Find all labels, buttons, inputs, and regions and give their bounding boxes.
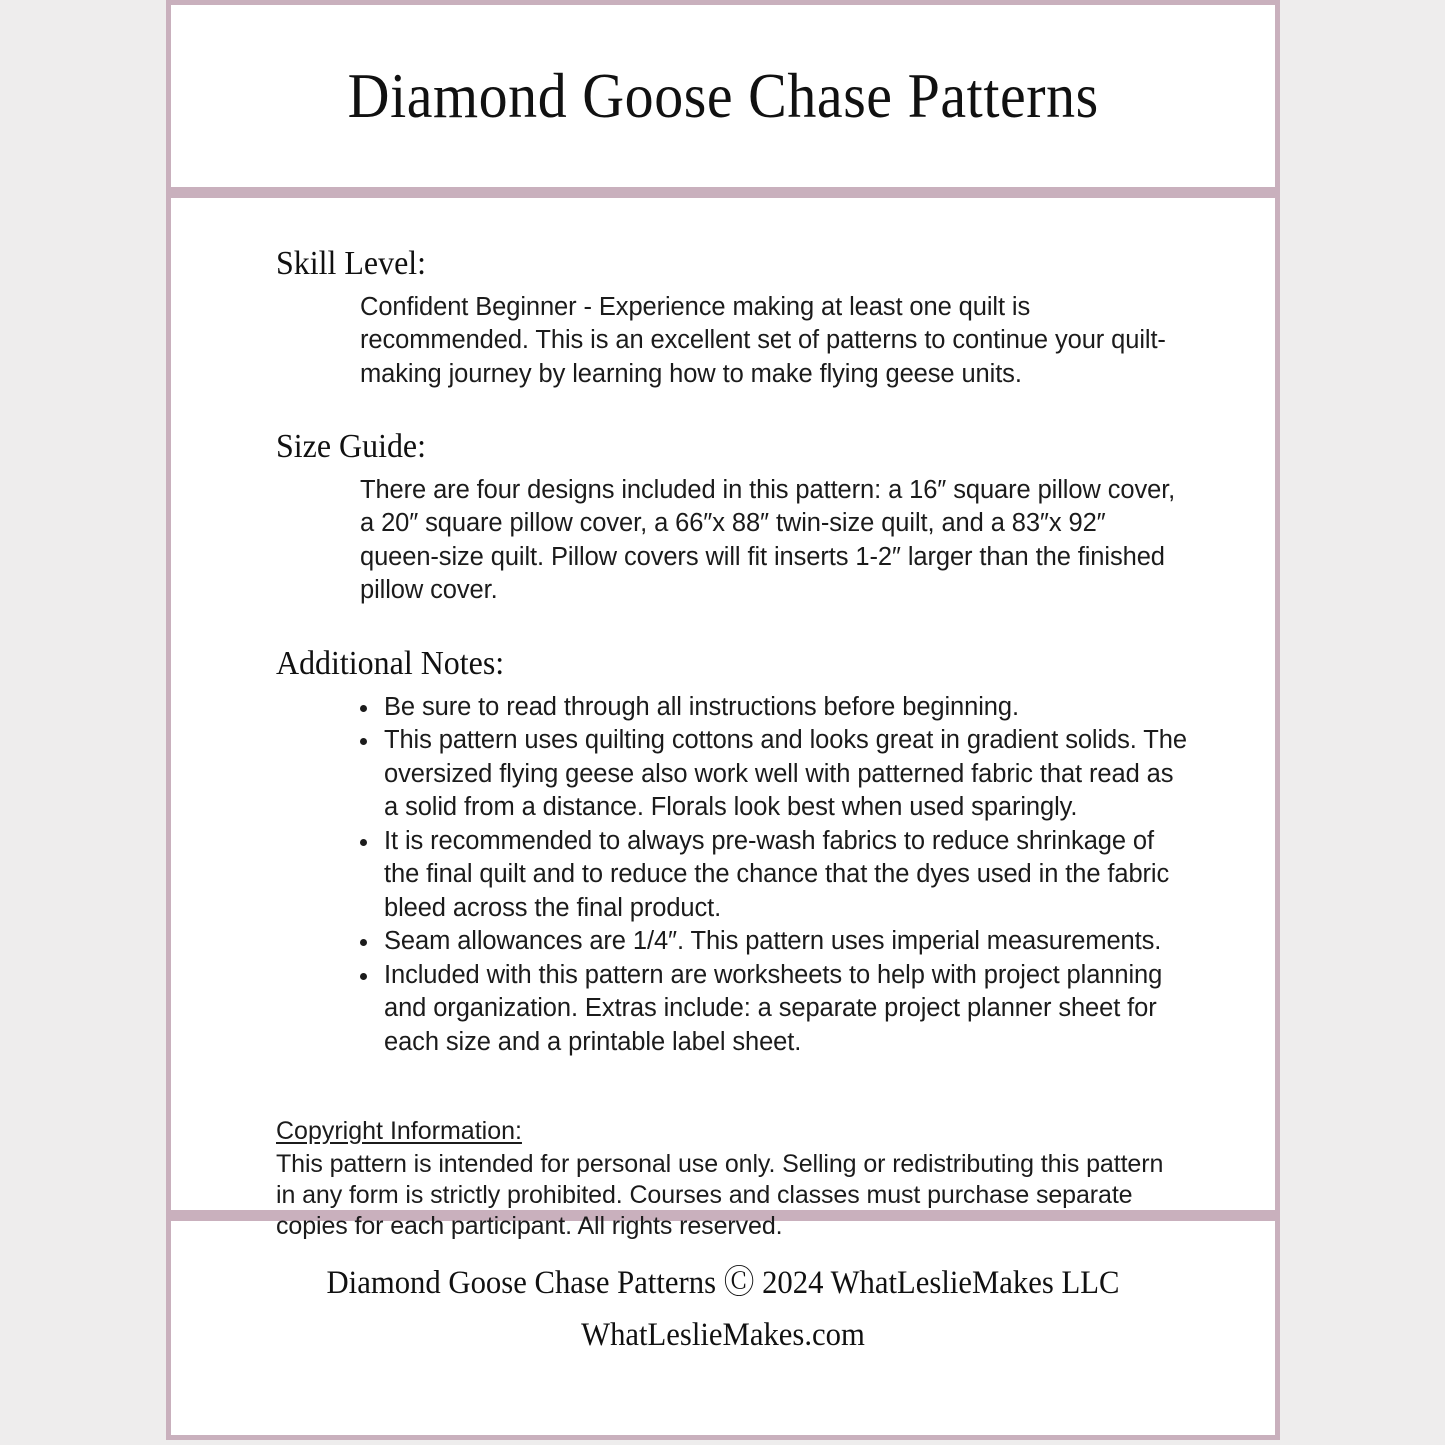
list-item: This pattern uses quilting cottons and looks great in gradient solids. The oversized flying geese also work well with patterned fabric that read as a solid from a distance. Florals look best when used sparingly. xyxy=(356,724,1191,825)
additional-notes-list xyxy=(276,691,1191,1060)
page-body xyxy=(171,198,1275,1241)
copyright-text: This pattern is intended for personal use only. Selling or redistributing this pattern in any form is strictly prohibited. Courses and classes must purchase separate copies for each participant. All rights reserved. xyxy=(276,1150,1164,1241)
pattern-page-sheet xyxy=(166,0,1280,1440)
footer-website-line: WhatLeslieMakes.com xyxy=(581,1317,865,1353)
list-item: It is recommended to always pre-wash fabrics to reduce shrinkage of the final quilt and to reduce the chance that the dyes used in the fabric bleed across the final product. xyxy=(356,825,1191,926)
list-item: Be sure to read through all instructions before beginning. xyxy=(356,691,1191,725)
copyright-heading: Copyright Information: xyxy=(276,1117,522,1146)
list-item: Seam allowances are 1/4″. This pattern uses imperial measurements. xyxy=(356,925,1191,959)
section-body-size-guide: There are four designs included in this pattern: a 16″ square pillow cover, a 20″ square pillow cover, a 66″x 88″ twin-size quilt, and a 83″x 92″ queen-size quilt. Pillow covers will fit inserts 1-2″ larger than the finished pillow cover. xyxy=(360,475,1176,605)
header-divider xyxy=(171,187,1275,198)
section-spacer xyxy=(171,391,1275,429)
section-spacer xyxy=(171,608,1275,646)
section-heading-size-guide: Size Guide: xyxy=(276,428,427,466)
section-additional-notes xyxy=(171,646,1275,1059)
section-skill-level xyxy=(171,246,1275,391)
footer-copyright-line: Diamond Goose Chase Patterns Ⓒ 2024 WhatLeslieMakes LLC xyxy=(326,1265,1120,1301)
section-heading-additional-notes: Additional Notes: xyxy=(276,644,505,682)
section-heading-skill-level: Skill Level: xyxy=(276,245,427,282)
page-header xyxy=(171,5,1275,187)
section-size-guide xyxy=(171,429,1275,608)
section-body-skill-level: Confident Beginner - Experience making at least one quilt is recommended. This is an excellent set of patterns to continue your quilt-making journey by learning how to make flying geese units. xyxy=(360,292,1166,388)
list-item: Included with this pattern are worksheets to help with project planning and organization. Extras include: a separate project planner sheet for each size and a printable label sheet. xyxy=(356,959,1191,1060)
page-title: Diamond Goose Chase Patterns xyxy=(347,60,1099,131)
